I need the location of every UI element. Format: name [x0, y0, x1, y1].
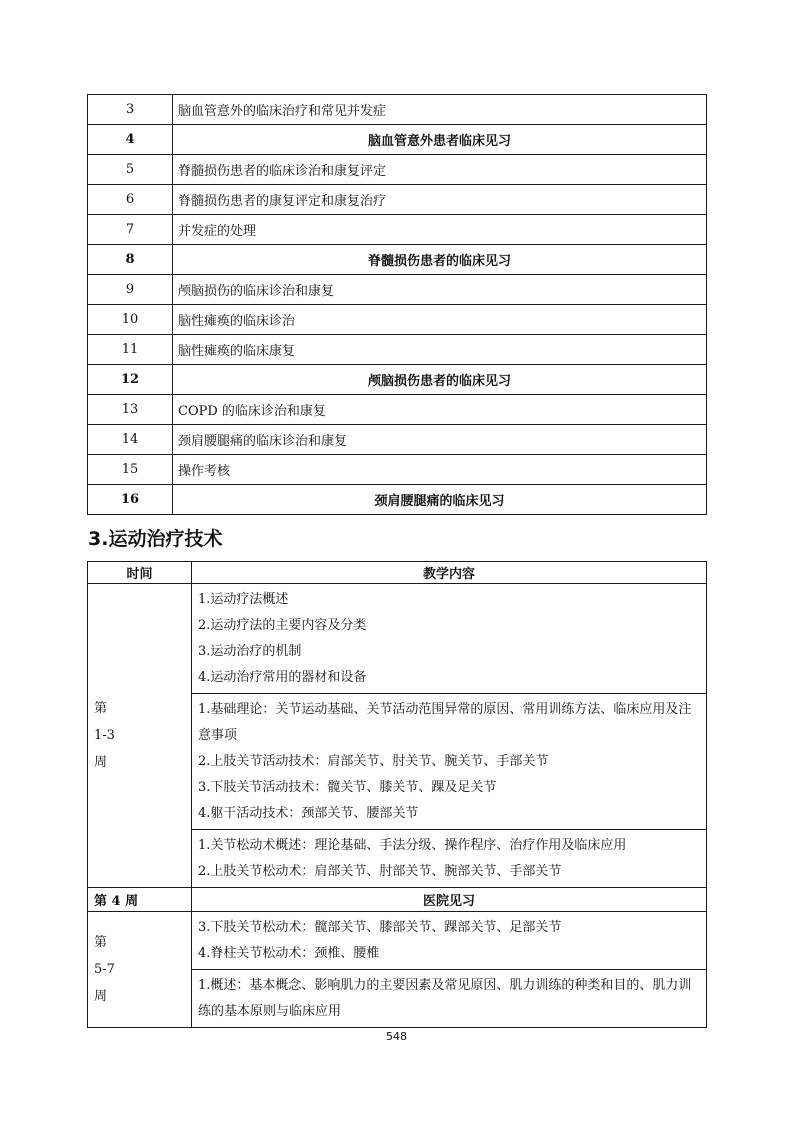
- row-number: 8: [88, 245, 173, 275]
- content-line: 1.运动疗法概述: [198, 592, 289, 607]
- row-number: 3: [88, 95, 173, 125]
- row-content: 操作考核: [173, 455, 707, 485]
- content-line: 3.下肢关节活动技术：髋关节、膝关节、踝及足关节: [198, 780, 497, 795]
- week-label-4: 第 4 周: [88, 888, 192, 912]
- content-line: 2.上肢关节活动技术：肩部关节、肘关节、腕关节、手部关节: [198, 754, 549, 769]
- row-content: 脑性瘫痪的临床诊治: [173, 305, 707, 335]
- section-title: 3.运动治疗技术: [88, 528, 223, 550]
- content-cell: [192, 912, 707, 970]
- row-content: 脊髓损伤患者的临床诊治和康复评定: [173, 155, 707, 185]
- row-number: 9: [88, 275, 173, 305]
- table-row: [88, 395, 707, 425]
- content-cell: [192, 694, 707, 830]
- table-row: [88, 305, 707, 335]
- row-number: 4: [88, 125, 173, 155]
- table-row: [88, 155, 707, 185]
- table-row: [88, 215, 707, 245]
- row-content: 颈肩腰腿痛的临床见习: [173, 485, 707, 515]
- content-line: 3.运动治疗的机制: [198, 644, 302, 659]
- course-schedule-table: [87, 94, 707, 515]
- row-content: 脑性瘫痪的临床康复: [173, 335, 707, 365]
- row-number: 13: [88, 395, 173, 425]
- week-label-5-7: 第 5-7 周: [88, 912, 192, 1028]
- row-content: 颅脑损伤患者的临床见习: [173, 365, 707, 395]
- row-number: 11: [88, 335, 173, 365]
- content-line: 1.基础理论：关节运动基础、关节活动范围异常的原因、常用训练方法、临床应用及注意事项: [198, 702, 692, 743]
- table-row: [88, 365, 707, 395]
- table-row: [88, 485, 707, 515]
- content-line: 2.上肢关节松动术：肩部关节、肘部关节、腕部关节、手部关节: [198, 864, 562, 879]
- row-number: 7: [88, 215, 173, 245]
- content-line: 4.运动治疗常用的器材和设备: [198, 670, 367, 685]
- row-number: 6: [88, 185, 173, 215]
- row-number: 10: [88, 305, 173, 335]
- row-number: 15: [88, 455, 173, 485]
- table-row: [88, 335, 707, 365]
- content-line: 1.概述：基本概念、影响肌力的主要因素及常见原因、肌力训练的种类和目的、肌力训练的基本原则与临床应用: [198, 978, 692, 1019]
- content-line: 4.躯干活动技术：颈部关节、腰部关节: [198, 806, 419, 821]
- table-row: [88, 185, 707, 215]
- row-content: COPD 的临床诊治和康复: [173, 395, 707, 425]
- table-row: [88, 888, 707, 912]
- table-row: [88, 912, 707, 970]
- row-content: 并发症的处理: [173, 215, 707, 245]
- content-line: 4.脊柱关节松动术：颈椎、腰椎: [198, 946, 380, 961]
- page-number: 548: [386, 1030, 407, 1043]
- content-cell: [192, 970, 707, 1028]
- row-number: 16: [88, 485, 173, 515]
- row-number: 14: [88, 425, 173, 455]
- table-header-row: [88, 562, 707, 584]
- week-label-1-3: 第 1-3 周: [88, 584, 192, 888]
- teaching-content-table: [87, 561, 707, 1028]
- row-number: 12: [88, 365, 173, 395]
- table-row: [88, 125, 707, 155]
- table-row: [88, 275, 707, 305]
- row-content: 脑血管意外的临床治疗和常见并发症: [173, 95, 707, 125]
- table-row: [88, 455, 707, 485]
- content-cell: [192, 830, 707, 888]
- row-content: 脑血管意外患者临床见习: [173, 125, 707, 155]
- content-line: 2.运动疗法的主要内容及分类: [198, 618, 367, 633]
- table-row: [88, 245, 707, 275]
- time-header: 时间: [88, 562, 192, 584]
- row-content: 脊髓损伤患者的临床见习: [173, 245, 707, 275]
- hospital-practice: 医院见习: [192, 888, 707, 912]
- row-number: 5: [88, 155, 173, 185]
- content-line: 3.下肢关节松动术：髋部关节、膝部关节、踝部关节、足部关节: [198, 920, 562, 935]
- content-line: 1.关节松动术概述：理论基础、手法分级、操作程序、治疗作用及临床应用: [198, 838, 627, 853]
- content-header: 教学内容: [192, 562, 707, 584]
- table-row: [88, 425, 707, 455]
- row-content: 脊髓损伤患者的康复评定和康复治疗: [173, 185, 707, 215]
- row-content: 颅脑损伤的临床诊治和康复: [173, 275, 707, 305]
- row-content: 颈肩腰腿痛的临床诊治和康复: [173, 425, 707, 455]
- content-cell: [192, 584, 707, 694]
- table-row: [88, 95, 707, 125]
- table-row: [88, 584, 707, 694]
